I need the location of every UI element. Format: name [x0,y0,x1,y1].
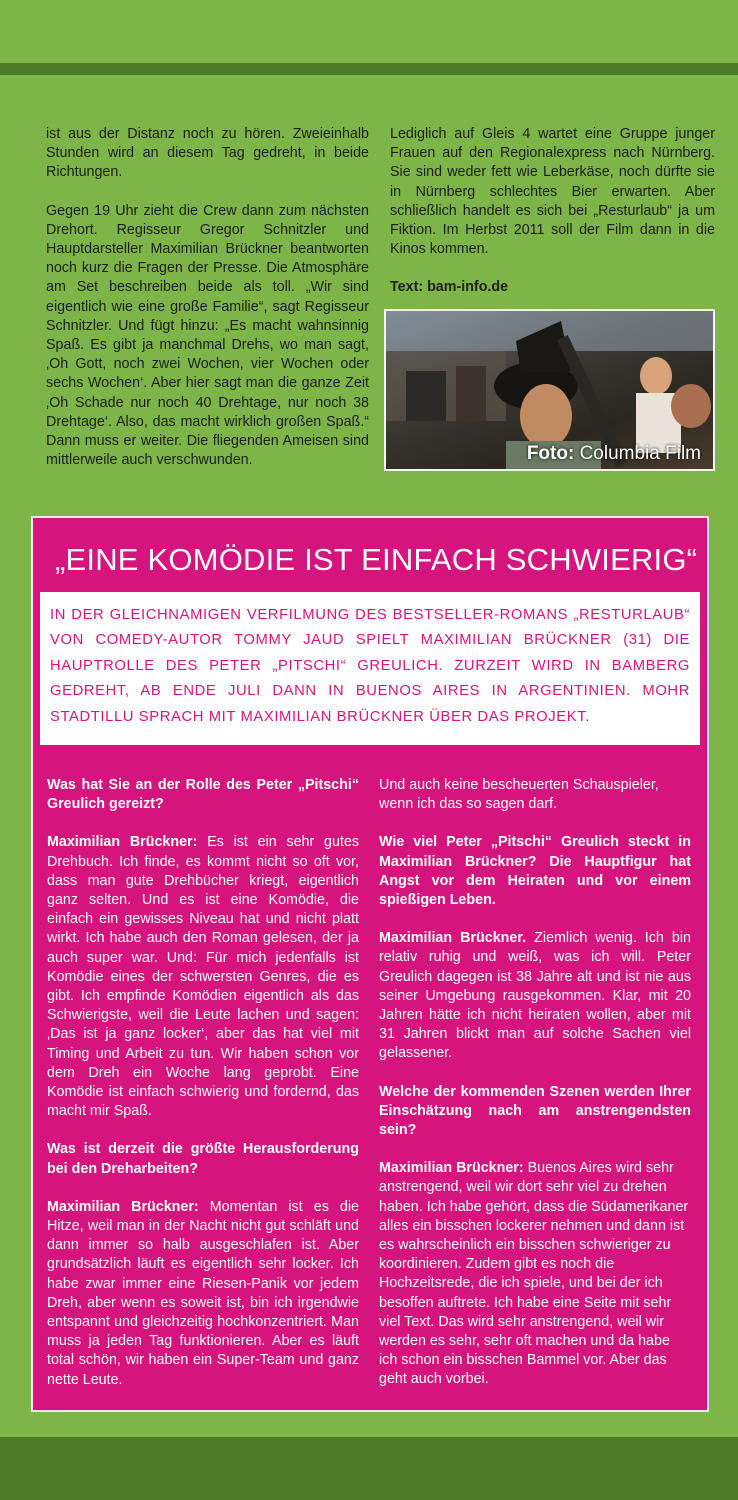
interview-answer [47,833,359,1121]
answer-speaker: Maximilian Brückner. [379,930,527,947]
answer-speaker: Maximilian Brückner: [379,1160,524,1177]
interview-question: Was ist derzeit die größte Herausforderung bei den Dreharbeiten? [47,1141,359,1177]
interview-left-column [47,776,359,1409]
interview-intro: IN DER GLEICHNAMIGEN VERFILMUNG DES BESTSELLER-ROMANS „RESTURLAUB“ VON COMEDY-AUTOR TOMMY JAUD SPIELT MAXIMILIAN BRÜCKNER (31) DIE HAUPTROLLE DES PETER „PITSCHI“ GREULICH. ZURZEIT WIRD IN BAMBERG GEDREHT, AB ENDE JULI DANN IN BUENOS AIRES IN ARGENTINIEN. MOHR STADTILLU SPRACH MIT MAXIMILIAN BRÜCKNER ÜBER DAS PROJEKT. [50,607,690,725]
bottom-green-bar [0,1437,738,1500]
caption-label: Foto: [526,443,575,464]
interview-answer [379,1159,691,1389]
article-paragraph: Lediglich auf Gleis 4 wartet eine Gruppe junger Frauen auf den Regionalexpress nach Nürnberg. Sie sind weder fett wie Leberkäse, noch dürfte sie in Nürnberg schlechtes Bier erwarten. Aber schließlich handelt es sich bei „Resturlaub“ ja um Fiktion. Im Herbst 2011 soll der Film dann in die Kinos kommen. [390,126,715,258]
answer-text: Es ist ein sehr gutes Drehbuch. Ich finde, es kommt nicht so oft vor, dass man gute Drehbücher kriegt, eigentlich ganz selten. Und es ist eine Komödie, die einfach ein gewisses Niveau hat und nicht platt wirkt. Ich habe auch den Roman gelesen, der ja auch super war. Und: Für mich jedenfalls ist Komödie eines der schwersten Genres, die es gibt. Ich empfinde Komödien eigentlich als das Schwierigste, weil die Leute lachen und sagen: ‚Das ist ja ganz locker‘, aber das hat viel mit Timing und Arbeit zu tun. Wir haben schon vor dem Dreh ein Woche lang geprobt. Eine Komödie ist einfach schwierig und fordernd, das macht mir Spaß. [47,834,359,1120]
answer-text: Ziemlich wenig. Ich bin relativ ruhig und weiß, was ich will. Peter Greulich dagegen ist 38 Jahre alt und ist nie aus seiner Umgebung rausgekommen. Klar, mit 20 Jahren hätte ich nicht heiraten wollen, aber mit 31 Jahren blickt man auf solche Sachen viel gelassener. [379,930,691,1062]
article-paragraph: Gegen 19 Uhr zieht die Crew dann zum nächsten Drehort. Regisseur Gregor Schnitzler und Hauptdarsteller Maximilian Brückner beantworten noch kurz die Fragen der Presse. Die Atmosphäre am Set beschreiben beide als toll. „Wir sind eigentlich wie eine große Familie“, sagt Regisseur Schnitzler. Und fügt hinzu: „Es macht wahnsinnig Spaß. Es gibt ja manchmal Drehs, wo man sagt, ‚Oh Gott, noch zwei Wochen, vier Wochen oder sechs Wochen‘. Aber hier sagt man die ganze Zeit ‚Oh Schade nur noch 40 Drehtage, nur noch 38 Drehtage‘. Also, das macht wirklich großen Spaß.“ Dann muss er weiter. Die fliegenden Ameisen sind mittlerweile auch verschwunden. [46,202,369,469]
caption-source: Columbia Film [579,443,701,464]
article-paragraph: ist aus der Distanz noch zu hören. Zweieinhalb Stunden wird an diesem Tag gedreht, in beide Richtungen. [46,126,369,181]
interview-answer [47,1198,359,1390]
interview-intro-box [40,592,700,745]
answer-text: Momentan ist es die Hitze, weil man in der Nacht nicht gut schläft und dann immer so halb ausgeschlafen ist. Aber grundsätzlich läuft es eigentlich sehr locker. Ich habe zwar immer eine Riesen-Panik vor jedem Dreh, aber wenn es soweit ist, bin ich irgendwie entspannt und gleichzeitig hochkonzentriert. Man muss ja jeden Tag funktionieren. Aber es läuft total schön, wir haben ein Super-Team und ganz nette Leute. [47,1198,359,1388]
interview-answer [379,929,691,1063]
article-right-column [390,125,715,317]
interview-question: Was hat Sie an der Rolle des Peter „Pitschi“ Greulich gereizt? [47,777,359,813]
article-left-column [46,125,369,489]
photo-caption [527,443,701,465]
answer-speaker: Maximilian Brückner: [47,1198,199,1215]
interview-answer-continued: Und auch keine bescheuerten Schauspieler, wenn ich das so sagen darf. [379,777,659,813]
top-green-bar [0,63,738,75]
interview-box [31,516,709,1412]
interview-headline: „EINE KOMÖDIE IST EINFACH SCHWIERIG“ [55,542,698,577]
text-credit: Text: bam-info.de [390,279,509,296]
interview-question: Wie viel Peter „Pitschi“ Greulich steckt in Maximilian Brückner? Die Hauptfigur hat Angst vor dem Heiraten und vor einem spießigen Leben. [379,834,691,909]
interview-question: Welche der kommenden Szenen werden Ihrer Einschätzung nach am anstrengendsten sein? [379,1083,691,1139]
interview-right-column [379,776,691,1409]
answer-text: Buenos Aires wird sehr anstrengend, weil wir dort sehr viel zu drehen haben. Ich habe gehört, dass die Südamerikaner alles ein bisschen lockerer nehmen und dann ist es wahrscheinlich ein bisschen schwieriger zu koordinieren. Zudem gibt es noch die Hochzeitsrede, die ich spiele, und bei der ich besoffen auftrete. Ich habe eine Seite mit sehr viel Text. Das wird sehr anstrengend, weil wir werden es sehr, sehr oft machen und da habe ich schon ein bisschen Bammel vor. Aber das geht auch vorbei. [379,1160,689,1388]
answer-speaker: Maximilian Brückner: [47,834,198,851]
film-set-photo [384,309,715,471]
